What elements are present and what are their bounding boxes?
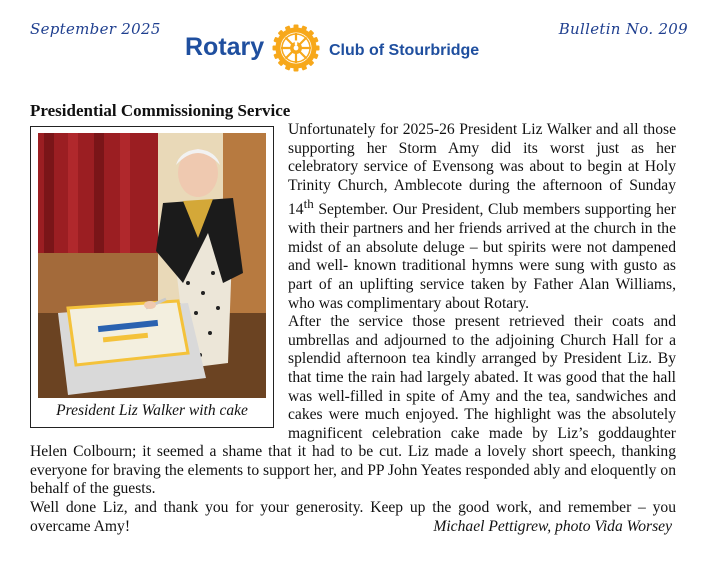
photo-spacer: [30, 121, 288, 436]
rotary-wheel-icon: [272, 24, 320, 72]
ordinal-suffix: th: [303, 196, 314, 212]
article-paragraph: [30, 499, 676, 536]
bulletin-date: September 2025: [30, 20, 161, 38]
paragraph-text: Unfortunately for 2025-26 President Liz Walker and all those supporting her Storm Amy did its worst just as her celebratory service of Evensong was about to begin at Holy Trinity Church, Amblecote during the afternoon of Sunday 14: [288, 121, 676, 219]
author-credit: Michael Pettigrew, photo Vida Worsey: [433, 517, 672, 535]
article-title: Presidential Commissioning Service: [30, 101, 291, 120]
paragraph-text: Well done Liz, and thank you for your generosity. Keep up the good work, and remember – you overcame Amy!: [30, 499, 676, 535]
rotary-wordmark: Rotary: [185, 33, 265, 61]
bulletin-number: Bulletin No. 209: [558, 20, 688, 38]
photo-caption: President Liz Walker with cake: [56, 402, 248, 419]
article-paragraph: After the service those present retrieved their coats and umbrellas and adjourned to the adjoining Church Hall for a splendid afternoon tea kindly arranged by President Liz. By that time the rain had largely abated. It was good that the hall was well-filled in spite of Amy and the tea, sandwiches and cakes were much enjoyed. The highlight was the absolutely magnificent celebration cake made by Liz’s goddaughter Helen Colbourn; it seemed a shame that it had to be cut. Liz made a lovely short speech, thanking everyone for braving the elements to support her, and PP John Yeates responded ably and eloquently on behalf of the guests.: [30, 313, 676, 498]
paragraph-text: September. Our President, Club members supporting her with their partners and her friends arrived at the church in the midst of an absolute deluge – but spirits were not dampened and well- known traditional hymns were sung with gusto as part of an uplifting service taken by Father Alan Williams, who was complimentary about Rotary.: [288, 201, 676, 312]
club-name: Club of Stourbridge: [329, 42, 480, 59]
article-body: [30, 121, 676, 536]
